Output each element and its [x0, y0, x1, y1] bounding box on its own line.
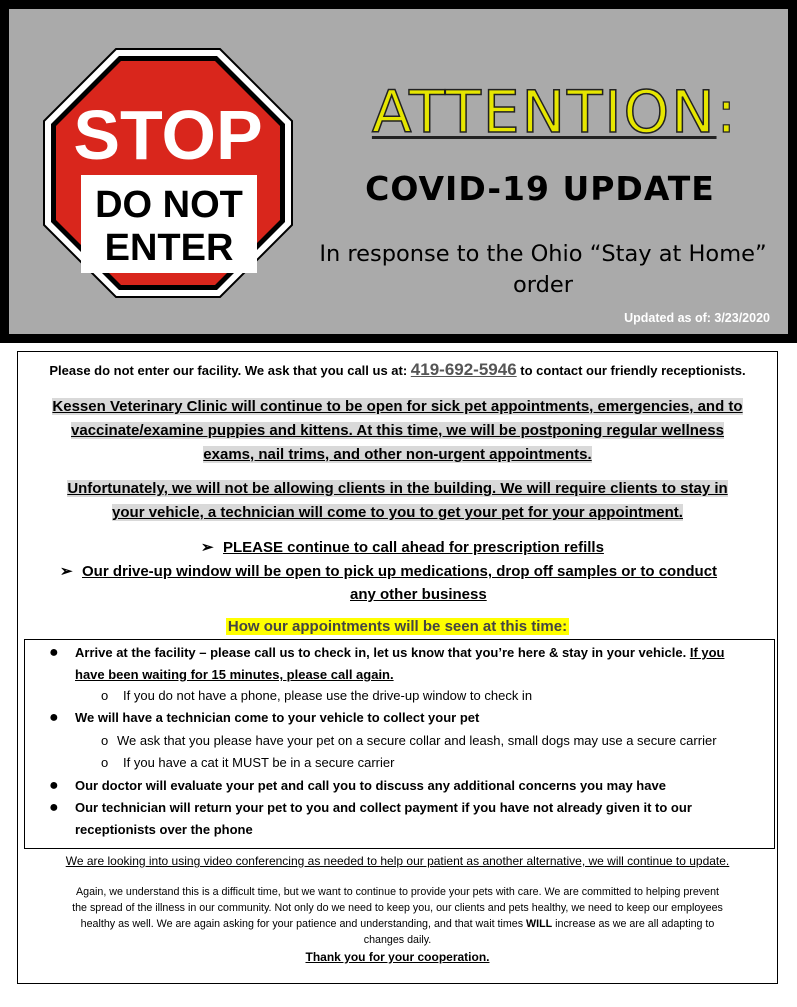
open-for-sick-pets-paragraph: [24, 395, 771, 467]
no-clients-paragraph: [24, 477, 771, 525]
appointments-heading: [18, 618, 777, 636]
closing-will: WILL: [526, 918, 553, 930]
list-item-arrive: [49, 642, 765, 686]
closing-line2: the spread of the illness in our community. Not only do we need to keep you, our clients and pets healthy, we need to keep our employees: [72, 902, 723, 914]
circle-bullet-icon: o: [101, 755, 109, 770]
bullet-dot-icon: ●: [49, 709, 59, 726]
appointments-box: [24, 639, 775, 849]
para1-line1: Kessen Veterinary Clinic will continue to be open for sick pet appointments, emergencies, and to: [52, 398, 743, 415]
list-item-doctor: [49, 775, 666, 797]
stop-sign-line2: ENTER: [104, 227, 234, 269]
closing-paragraph: [26, 884, 769, 948]
bullet-dot-icon: ●: [49, 799, 59, 816]
subtitle-line2: order: [513, 272, 573, 298]
page-title: COVID-19 UPDATE: [365, 169, 715, 208]
arrow-item-refills: [201, 536, 604, 559]
sub-item-cat: [101, 752, 394, 774]
drive-up-text-line1: Our drive-up window will be open to pick up medications, drop off samples or to conduct: [82, 563, 718, 580]
bullet-dot-icon: ●: [49, 777, 59, 794]
stop-sign-line1: DO NOT: [95, 184, 243, 226]
arrow-bullet-icon: ➢: [60, 563, 73, 580]
closing-line3a: healthy as well. We are again asking for your patience and understanding, and that wait times: [80, 918, 527, 930]
attention-word: ATTENTION: [371, 78, 717, 146]
para1-line2: vaccinate/examine puppies and kittens. At this time, we will be postponing regular wellness: [71, 422, 724, 439]
appointments-heading-text: How our appointments will be seen at this time:: [227, 618, 568, 635]
stop-sign-icon: [42, 47, 294, 299]
attention-banner: [0, 0, 797, 343]
circle-bullet-icon: o: [101, 733, 109, 748]
banner-subtitle: [299, 239, 787, 301]
refills-text: PLEASE continue to call ahead for prescription refills: [223, 539, 604, 556]
sub-item-no-phone: [101, 685, 532, 707]
bullet-dot-icon: ●: [49, 644, 59, 661]
sub-item-collar: [101, 730, 717, 752]
closing-line3b: increase as we are all adapting to: [552, 918, 715, 930]
arrive-underline-b: have been waiting for 15 minutes, please call again.: [75, 667, 394, 682]
arrive-text: Arrive at the facility – please call us to check in, let us know that you’re here & stay in your vehicle.: [75, 645, 690, 660]
banner-panel: [9, 9, 788, 334]
payment-text-line1: Our technician will return your pet to you and collect payment if you have not already given it to our: [75, 800, 692, 815]
no-phone-text: If you do not have a phone, please use the drive-up window to check in: [123, 688, 533, 703]
para2-line1: Unfortunately, we will not be allowing clients in the building. We will require clients to stay in: [67, 480, 728, 497]
video-conferencing-note: We are looking into using video conferencing as needed to help our patient as another alternative, we will continue to update.: [65, 854, 730, 868]
collar-text: We ask that you please have your pet on a secure collar and leash, small dogs may use a secure carrier: [117, 733, 717, 748]
arrive-underline-a: If you: [689, 645, 725, 660]
closing-line1: Again, we understand this is a difficult time, but we want to continue to provide your pets with care. We are committed to helping prevent: [76, 886, 719, 898]
para2-line2: your vehicle, a technician will come to you to get your pet for your appointment.: [112, 504, 683, 521]
arrow-bullet-icon: ➢: [201, 539, 214, 556]
arrow-item-drive-up: [60, 560, 770, 583]
drive-up-text-line2: any other business: [350, 586, 487, 603]
technician-text: We will have a technician come to your vehicle to collect your pet: [75, 710, 480, 725]
thank-you-note: Thank you for your cooperation.: [305, 950, 490, 964]
doctor-text: Our doctor will evaluate your pet and call you to discuss any additional concerns you may have: [75, 778, 666, 793]
phone-number[interactable]: 419-692-5946: [410, 360, 517, 379]
cat-text: If you have a cat it MUST be in a secure carrier: [123, 755, 395, 770]
subtitle-line1: In response to the Ohio “Stay at Home”: [319, 241, 767, 267]
call-instruction: [18, 360, 777, 380]
list-item-payment: [49, 797, 765, 841]
arrow-item-drive-up-cont: [350, 583, 487, 606]
para1-line3: exams, nail trims, and other non-urgent appointments.: [203, 446, 592, 463]
circle-bullet-icon: o: [101, 688, 109, 703]
list-item-technician: [49, 707, 480, 729]
notice-body: [17, 351, 778, 984]
closing-line4: changes daily.: [363, 934, 432, 946]
payment-text-line2: receptionists over the phone: [75, 822, 253, 837]
call-prefix: Please do not enter our facility. We ask that you call us at:: [49, 363, 411, 378]
updated-date: Updated as of: 3/23/2020: [624, 311, 770, 325]
call-suffix: to contact our friendly receptionists.: [516, 363, 746, 378]
stop-sign-top-text: STOP: [73, 96, 263, 174]
attention-heading: [325, 77, 785, 147]
attention-colon: :: [716, 78, 739, 146]
